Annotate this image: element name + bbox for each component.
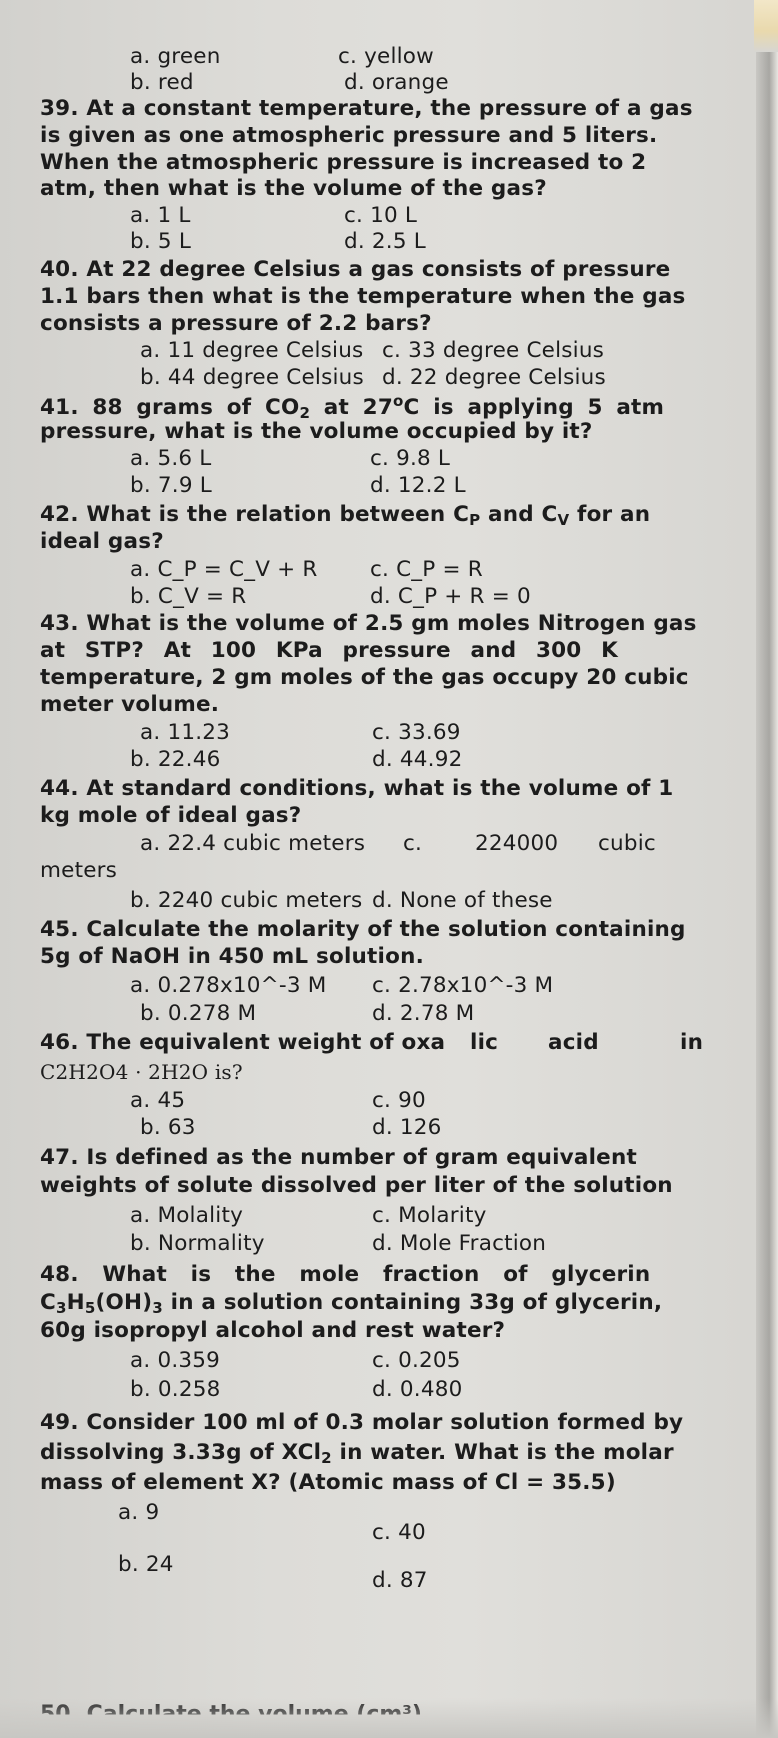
q49-post: in water. What is the molar [331, 1440, 674, 1465]
q49-option-d: d. 87 [372, 1568, 428, 1593]
q42-d-text: d. C_P + R = 0 [370, 584, 531, 609]
q44-option-c-label: c. [403, 831, 423, 856]
q45-option-c: c. 2.78x10^-3 M [372, 973, 554, 998]
q45-option-b: b. 0.278 M [140, 1001, 257, 1026]
q41-option-c: c. 9.8 L [370, 446, 451, 471]
q42-line-2: ideal gas? [40, 529, 164, 554]
q47-line-1: 47. Is defined as the number of gram equivalent [40, 1145, 637, 1170]
q42-b-text: b. C_V = R [130, 584, 247, 609]
q48-option-c: c. 0.205 [372, 1348, 461, 1373]
q48-sub-3: 3 [55, 1298, 67, 1317]
q41-text-mid: at 27 [310, 395, 393, 421]
q39-line-1: 39. At a constant temperature, the pressure of a gas [40, 96, 693, 121]
q43-line-3: temperature, 2 gm moles of the gas occupy 20 cubic [40, 665, 689, 690]
q41-sub: 2 [299, 403, 311, 422]
q45-option-a: a. 0.278x10^-3 M [130, 973, 327, 998]
q49-option-b: b. 24 [118, 1552, 174, 1577]
q48-option-d: d. 0.480 [372, 1377, 463, 1402]
q39-option-a: a. 1 L [130, 203, 191, 228]
q42-line-1 [40, 502, 650, 529]
q42-text-post: for an [569, 502, 651, 527]
q38-option-c: c. yellow [338, 44, 434, 69]
q48-sub-3b: 3 [152, 1298, 163, 1317]
q47-option-a: a. Molality [130, 1203, 243, 1228]
q40-line-2: 1.1 bars then what is the temperature when the gas [40, 284, 686, 309]
q42-option-b [130, 584, 246, 609]
q43-line-4: meter volume. [40, 692, 220, 717]
q48-post: in a solution containing 33g of glycerin, [162, 1290, 663, 1315]
page-edge [756, 0, 778, 1738]
q49-sub: 2 [321, 1448, 332, 1467]
q47-option-d: d. Mole Fraction [372, 1231, 547, 1256]
q43-option-a: a. 11.23 [140, 720, 230, 745]
q39-option-b: b. 5 L [130, 229, 192, 254]
q42-sub-v: V [557, 510, 570, 529]
q40-option-a: a. 11 degree Celsius [140, 338, 364, 363]
q49-line-3: mass of element X? (Atomic mass of Cl = 35.5) [40, 1470, 616, 1495]
q42-sub-p: P [469, 510, 481, 529]
q46-option-d: d. 126 [372, 1115, 442, 1140]
q42-option-d [370, 584, 531, 609]
q44-option-c-value: 224000 [475, 831, 559, 856]
q48-oh: (OH) [95, 1290, 153, 1315]
q47-option-b: b. Normality [130, 1231, 265, 1256]
q38-option-b: b. red [130, 70, 194, 95]
q48-h: H [66, 1290, 85, 1315]
q44-option-d: d. None of these [372, 888, 553, 913]
q44-option-a: a. 22.4 cubic meters [140, 831, 366, 856]
q43-option-c: c. 33.69 [372, 720, 461, 745]
q49-option-a: a. 9 [118, 1500, 160, 1525]
q46-line-1a: 46. The equivalent weight of oxa [40, 1030, 446, 1055]
q40-option-d: d. 22 degree Celsius [382, 365, 606, 390]
q39-option-c: c. 10 L [344, 203, 418, 228]
q46-option-c: c. 90 [372, 1088, 426, 1113]
q47-option-c: c. Molarity [372, 1203, 487, 1228]
q41-option-a: a. 5.6 L [130, 446, 212, 471]
q42-text-pre: 42. What is the relation between C [40, 502, 470, 527]
q45-option-d: d. 2.78 M [372, 1001, 475, 1026]
q39-line-4: atm, then what is the volume of the gas? [40, 176, 547, 201]
q38-option-d: d. orange [344, 70, 449, 95]
q49-pre: dissolving 3.33g of XCl [40, 1440, 322, 1465]
q44-line-1: 44. At standard conditions, what is the volume of 1 [40, 776, 674, 801]
q42-text-mid: and C [480, 502, 558, 527]
q48-line-3: 60g isopropyl alcohol and rest water? [40, 1318, 506, 1343]
q48-c: C [40, 1290, 56, 1315]
q40-line-3: consists a pressure of 2.2 bars? [40, 311, 432, 336]
q46-option-b: b. 63 [140, 1115, 196, 1140]
q40-option-b: b. 44 degree Celsius [140, 365, 364, 390]
q43-option-b: b. 22.46 [130, 747, 221, 772]
q42-c-text: c. C_P = R [370, 557, 483, 582]
q41-line-2: pressure, what is the volume occupied by it? [40, 419, 593, 444]
q42-option-a [130, 557, 318, 582]
q41-text-pre: 41. 88 grams of CO [40, 395, 300, 421]
q45-line-2: 5g of NaOH in 450 mL solution. [40, 944, 424, 969]
q40-line-1: 40. At 22 degree Celsius a gas consists of pressure [40, 257, 671, 282]
q46-line-1b: lic [470, 1030, 499, 1055]
bottom-shadow [0, 1698, 778, 1738]
q41-line-1 [40, 392, 664, 422]
q49-line-2 [40, 1440, 674, 1467]
q41-option-d: d. 12.2 L [370, 473, 466, 498]
q46-option-a: a. 45 [130, 1088, 186, 1113]
q41-option-b: b. 7.9 L [130, 473, 212, 498]
page-edge-corner [754, 0, 778, 52]
q48-sub-5: 5 [84, 1298, 96, 1317]
q43-option-d: d. 44.92 [372, 747, 463, 772]
q39-line-2: is given as one atmospheric pressure and 5 liters. [40, 123, 658, 148]
q47-line-2: weights of solute dissolved per liter of the solution [40, 1173, 673, 1198]
q48-option-a: a. 0.359 [130, 1348, 220, 1373]
q44-option-b: b. 2240 cubic meters [130, 888, 363, 913]
q46-line-1d: in [680, 1030, 704, 1055]
q40-option-c: c. 33 degree Celsius [382, 338, 605, 363]
q38-option-a: a. green [130, 44, 221, 69]
q45-line-1: 45. Calculate the molarity of the solution containing [40, 917, 686, 942]
q48-line-1: 48. What is the mole fraction of glycerin [40, 1262, 651, 1287]
q44-option-a-wrap: meters [40, 858, 118, 883]
q49-line-1: 49. Consider 100 ml of 0.3 molar solution formed by [40, 1410, 684, 1435]
q48-option-b: b. 0.258 [130, 1377, 221, 1402]
q39-option-d: d. 2.5 L [344, 229, 426, 254]
q42-a-text: a. C_P = C_V + R [130, 557, 318, 582]
q46-line-1c: acid [548, 1030, 599, 1055]
q46-formula: C2H2O4 · 2H2O is? [40, 1060, 243, 1084]
q39-line-3: When the atmospheric pressure is increased to 2 [40, 150, 647, 175]
q44-line-2: kg mole of ideal gas? [40, 803, 302, 828]
q43-line-1: 43. What is the volume of 2.5 gm moles Nitrogen gas [40, 611, 697, 636]
q41-sup: o [393, 392, 404, 410]
q49-option-c: c. 40 [372, 1520, 426, 1545]
q48-line-2 [40, 1290, 662, 1317]
q44-option-c-unit: cubic [598, 831, 656, 856]
q42-option-c [370, 557, 483, 582]
q43-line-2: at STP? At 100 KPa pressure and 300 K [40, 638, 618, 663]
q41-text-post: C is applying 5 atm [403, 395, 665, 421]
